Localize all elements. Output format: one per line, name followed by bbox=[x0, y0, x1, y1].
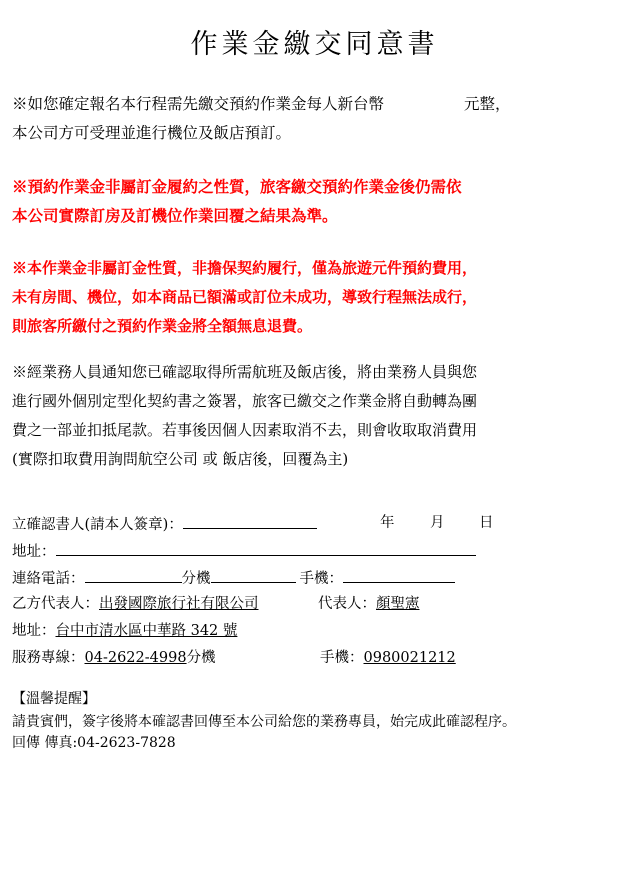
deposit-text-after: 元整， bbox=[464, 95, 511, 113]
service-mobile-value: 0980021212 bbox=[363, 650, 456, 666]
rep-value: 顏聖憲 bbox=[376, 596, 420, 612]
contract-line4: (實際扣取費用詢問航空公司 或 飯店後，回覆為主) bbox=[12, 450, 349, 468]
deposit-nature-paragraph bbox=[12, 172, 616, 230]
service-row bbox=[12, 648, 612, 668]
deposit-text-before: ※如您確定報名本行程需先繳交預約作業金每人新台幣 bbox=[12, 95, 385, 113]
service-ext-label: 分機 bbox=[186, 650, 216, 666]
deposit-text-line2: 本公司方可受理並進行機位及飯店預訂。 bbox=[12, 124, 292, 142]
month-label: 月 bbox=[430, 515, 445, 531]
service-phone: 04-2622-4998 bbox=[84, 650, 187, 666]
phone-field[interactable] bbox=[85, 567, 182, 583]
refund-policy-line3: 則旅客所繳付之預約作業金將全額無息退費。 bbox=[12, 317, 313, 335]
service-mobile-group bbox=[320, 648, 456, 668]
signer-signature-field[interactable] bbox=[183, 513, 317, 529]
refund-policy-paragraph bbox=[12, 254, 616, 341]
phone-row bbox=[12, 567, 455, 589]
party-b-value: 出發國際旅行社有限公司 bbox=[99, 596, 259, 612]
signer-label: 立確認書人(請本人簽章)： bbox=[12, 517, 183, 533]
deposit-nature-line1: ※預約作業金非屬訂金履約之性質，旅客繳交預約作業金後仍需依 bbox=[12, 177, 462, 196]
contract-line1: ※經業務人員通知您已確認取得所需航班及飯店後，將由業務人員與您 bbox=[12, 363, 478, 381]
deposit-amount-paragraph bbox=[12, 90, 616, 148]
signer-row bbox=[12, 513, 612, 535]
contract-line2: 進行國外個別定型化契約書之簽署，旅客已繳交之作業金將自動轉為團 bbox=[12, 392, 478, 410]
day-label: 日 bbox=[479, 515, 494, 531]
party-b-label: 乙方代表人： bbox=[12, 596, 99, 612]
reminder-line1: 請貴賓們，簽字後將本確認書回傳至本公司給您的業務專員，始完成此確認程序。 bbox=[12, 714, 516, 730]
company-address-value: 台中市清水區中華路 342 號 bbox=[55, 623, 238, 639]
mobile-field[interactable] bbox=[343, 567, 455, 583]
service-label: 服務專線： bbox=[12, 650, 85, 666]
ext-field[interactable] bbox=[211, 567, 296, 583]
phone-label: 連絡電話： bbox=[12, 571, 85, 587]
party-b-row bbox=[12, 594, 612, 614]
company-address-row bbox=[12, 621, 237, 641]
company-address-label: 地址： bbox=[12, 623, 56, 639]
rep-label: 代表人： bbox=[318, 596, 376, 612]
mobile-label: 手機： bbox=[299, 571, 343, 587]
reminder-heading: 【溫馨提醒】 bbox=[12, 691, 96, 707]
address-label: 地址： bbox=[12, 544, 56, 560]
year-label: 年 bbox=[380, 515, 395, 531]
address-row bbox=[12, 540, 476, 562]
refund-policy-line2: 未有房間、機位，如本商品已額滿或訂位未成功，導致行程無法成行， bbox=[12, 288, 478, 306]
contract-line3: 費之一部並扣抵尾款。若事後因個人因素取消不去，則會收取取消費用 bbox=[12, 421, 478, 439]
service-mobile-label: 手機： bbox=[320, 650, 364, 666]
deposit-nature-line2: 本公司實際訂房及訂機位作業回覆之結果為準。 bbox=[12, 206, 338, 225]
rep-group bbox=[318, 594, 420, 614]
contract-paragraph bbox=[12, 358, 616, 474]
address-field[interactable] bbox=[56, 540, 476, 556]
refund-policy-line1: ※本作業金非屬訂金性質，非擔保契約履行，僅為旅遊元件預約費用， bbox=[12, 259, 478, 277]
reminder-line2: 回傳 傳真:04-2623-7828 bbox=[12, 735, 176, 751]
ext-label: 分機 bbox=[181, 571, 211, 587]
page-title: 作業金繳交同意書 bbox=[190, 29, 439, 60]
